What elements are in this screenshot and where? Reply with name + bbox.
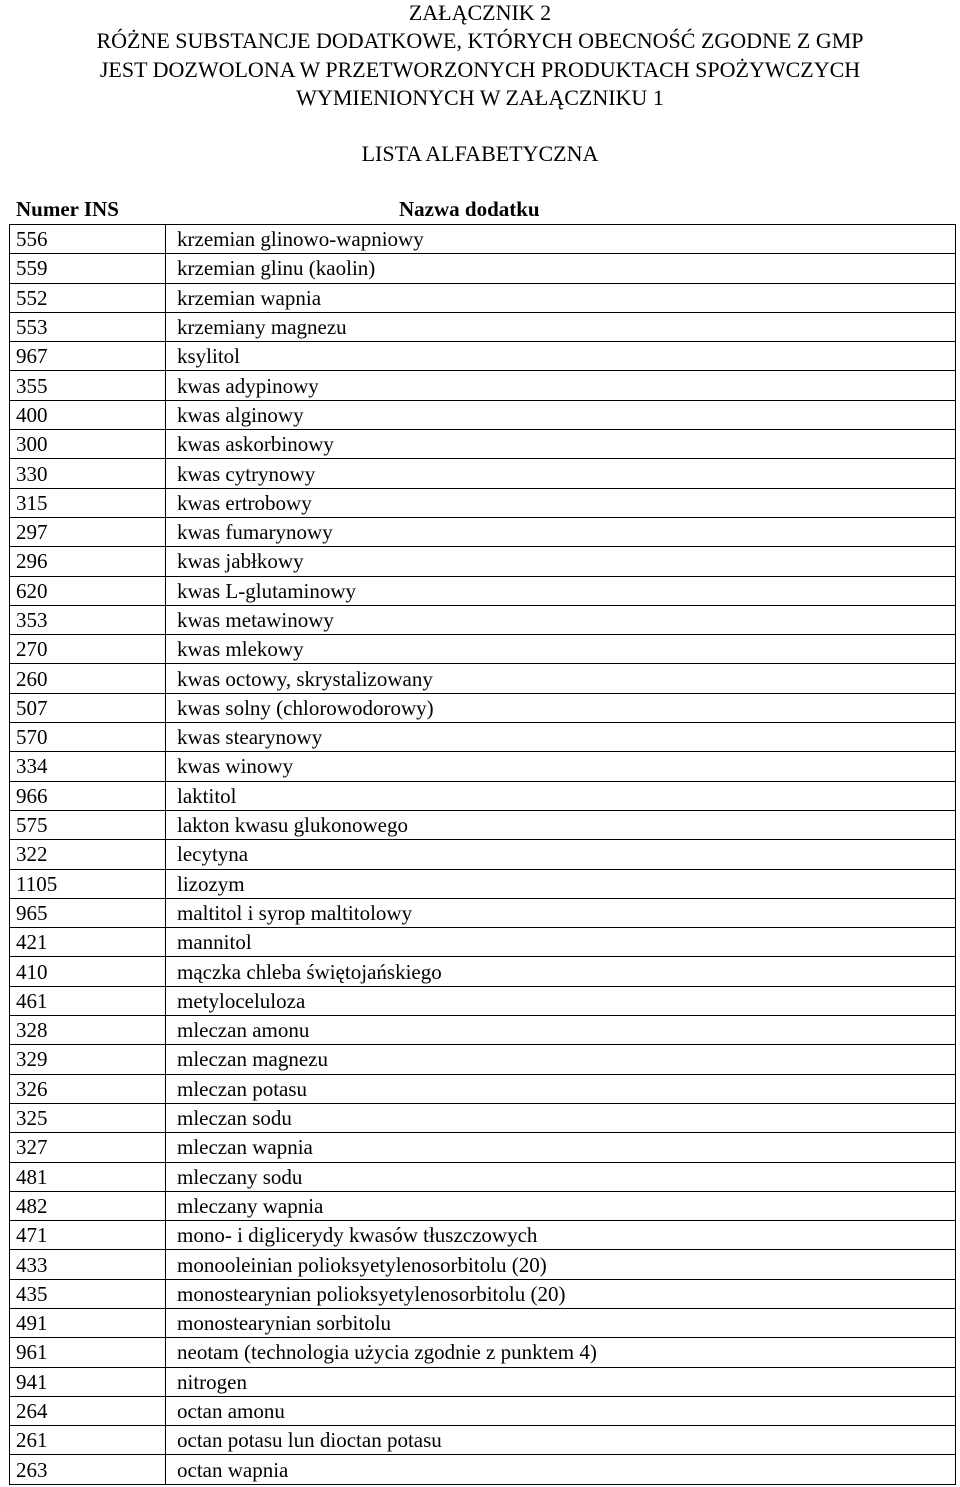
additive-name-cell: kwas metawinowy — [166, 605, 956, 634]
ins-number-cell: 355 — [10, 371, 166, 400]
table-row — [10, 400, 956, 429]
additive-name-cell: mleczan magnezu — [166, 1045, 956, 1074]
ins-number-cell: 260 — [10, 664, 166, 693]
additive-name-cell: mączka chleba świętojańskiego — [166, 957, 956, 986]
additive-name-cell: mleczan amonu — [166, 1016, 956, 1045]
additive-name-cell: kwas L-glutaminowy — [166, 576, 956, 605]
table-row — [10, 225, 956, 254]
ins-number-cell: 570 — [10, 723, 166, 752]
additive-name-cell: mleczany wapnia — [166, 1191, 956, 1220]
ins-number-cell: 264 — [10, 1396, 166, 1425]
table-row — [10, 1221, 956, 1250]
table-row — [10, 283, 956, 312]
column-header-ins: Numer INS — [16, 197, 119, 221]
table-row — [10, 1250, 956, 1279]
additive-name-cell: krzemiany magnezu — [166, 312, 956, 341]
additive-name-cell: krzemian wapnia — [166, 283, 956, 312]
ins-number-cell: 1105 — [10, 869, 166, 898]
ins-number-cell: 325 — [10, 1103, 166, 1132]
additive-name-cell: kwas jabłkowy — [166, 547, 956, 576]
table-row — [10, 517, 956, 546]
additive-name-cell: kwas adypinowy — [166, 371, 956, 400]
additive-name-cell: mleczan wapnia — [166, 1133, 956, 1162]
additive-name-cell: mono- i diglicerydy kwasów tłuszczowych — [166, 1221, 956, 1250]
ins-number-cell: 620 — [10, 576, 166, 605]
table-row — [10, 1162, 956, 1191]
ins-number-cell: 435 — [10, 1279, 166, 1308]
ins-number-cell: 552 — [10, 283, 166, 312]
ins-number-cell: 482 — [10, 1191, 166, 1220]
table-row — [10, 781, 956, 810]
ins-number-cell: 330 — [10, 459, 166, 488]
table-row — [10, 1396, 956, 1425]
additive-name-cell: nitrogen — [166, 1367, 956, 1396]
ins-number-cell: 507 — [10, 693, 166, 722]
additive-name-cell: octan potasu lun dioctan potasu — [166, 1426, 956, 1455]
table-row — [10, 342, 956, 371]
ins-number-cell: 315 — [10, 488, 166, 517]
additive-name-cell: mleczany sodu — [166, 1162, 956, 1191]
ins-number-cell: 328 — [10, 1016, 166, 1045]
table-row — [10, 752, 956, 781]
table-row — [10, 1455, 956, 1484]
table-row — [10, 723, 956, 752]
table-row — [10, 1279, 956, 1308]
table-row — [10, 693, 956, 722]
additive-name-cell: ksylitol — [166, 342, 956, 371]
list-title: LISTA ALFABETYCZNA — [361, 141, 599, 166]
table-row — [10, 1045, 956, 1074]
table-row — [10, 1367, 956, 1396]
ins-number-cell: 300 — [10, 430, 166, 459]
document-title — [0, 27, 960, 113]
ins-number-cell: 297 — [10, 517, 166, 546]
additive-name-cell: lecytyna — [166, 840, 956, 869]
table-row — [10, 957, 956, 986]
table-row — [10, 1338, 956, 1367]
additive-name-cell: kwas cytrynowy — [166, 459, 956, 488]
additive-name-cell: kwas winowy — [166, 752, 956, 781]
ins-number-cell: 327 — [10, 1133, 166, 1162]
table-row — [10, 488, 956, 517]
additive-name-cell: kwas octowy, skrystalizowany — [166, 664, 956, 693]
table-row — [10, 605, 956, 634]
table-row — [10, 1191, 956, 1220]
additive-name-cell: octan amonu — [166, 1396, 956, 1425]
ins-number-cell: 329 — [10, 1045, 166, 1074]
table-row — [10, 430, 956, 459]
ins-number-cell: 967 — [10, 342, 166, 371]
table-row — [10, 898, 956, 927]
additive-name-cell: kwas mlekowy — [166, 635, 956, 664]
table-row — [10, 254, 956, 283]
table-row — [10, 1074, 956, 1103]
ins-number-cell: 965 — [10, 898, 166, 927]
table-row — [10, 1308, 956, 1337]
additive-name-cell: mannitol — [166, 928, 956, 957]
table-row — [10, 869, 956, 898]
table-row — [10, 810, 956, 839]
ins-number-cell: 481 — [10, 1162, 166, 1191]
table-row — [10, 371, 956, 400]
additive-name-cell: maltitol i syrop maltitolowy — [166, 898, 956, 927]
additive-name-cell: krzemian glinowo-wapniowy — [166, 225, 956, 254]
table-row — [10, 986, 956, 1015]
annex-title: ZAŁĄCZNIK 2 — [408, 0, 552, 25]
ins-number-cell: 433 — [10, 1250, 166, 1279]
additive-name-cell: laktitol — [166, 781, 956, 810]
additive-name-cell: kwas solny (chlorowodorowy) — [166, 693, 956, 722]
additive-name-cell: neotam (technologia użycia zgodnie z punktem 4) — [166, 1338, 956, 1367]
additive-name-cell: monostearynian sorbitolu — [166, 1308, 956, 1337]
ins-number-cell: 491 — [10, 1308, 166, 1337]
table-body — [10, 225, 956, 1485]
ins-number-cell: 270 — [10, 635, 166, 664]
ins-number-cell: 322 — [10, 840, 166, 869]
ins-number-cell: 559 — [10, 254, 166, 283]
table-row — [10, 1016, 956, 1045]
ins-number-cell: 941 — [10, 1367, 166, 1396]
additive-name-cell: kwas alginowy — [166, 400, 956, 429]
additive-name-cell: kwas ertrobowy — [166, 488, 956, 517]
additive-name-cell: kwas stearynowy — [166, 723, 956, 752]
additive-name-cell: monostearynian polioksyetylenosorbitolu (20) — [166, 1279, 956, 1308]
document-title-line: RÓŻNE SUBSTANCJE DODATKOWE, KTÓRYCH OBECNOŚĆ ZGODNE Z GMP — [96, 28, 864, 53]
ins-number-cell: 553 — [10, 312, 166, 341]
table-row — [10, 459, 956, 488]
ins-number-cell: 353 — [10, 605, 166, 634]
table-row — [10, 1103, 956, 1132]
ins-number-cell: 961 — [10, 1338, 166, 1367]
ins-number-cell: 334 — [10, 752, 166, 781]
ins-number-cell: 410 — [10, 957, 166, 986]
table-row — [10, 576, 956, 605]
ins-number-cell: 575 — [10, 810, 166, 839]
additive-name-cell: krzemian glinu (kaolin) — [166, 254, 956, 283]
column-header-name: Nazwa dodatku — [399, 197, 540, 221]
table-row — [10, 664, 956, 693]
table-row — [10, 312, 956, 341]
table-row — [10, 1133, 956, 1162]
table-header — [9, 196, 955, 224]
additive-name-cell: kwas askorbinowy — [166, 430, 956, 459]
ins-number-cell: 461 — [10, 986, 166, 1015]
additive-name-cell: mleczan potasu — [166, 1074, 956, 1103]
ins-number-cell: 263 — [10, 1455, 166, 1484]
additive-name-cell: kwas fumarynowy — [166, 517, 956, 546]
additive-name-cell: octan wapnia — [166, 1455, 956, 1484]
document-title-line: WYMIENIONYCH W ZAŁĄCZNIKU 1 — [296, 85, 664, 110]
additive-name-cell: metyloceluloza — [166, 986, 956, 1015]
ins-number-cell: 400 — [10, 400, 166, 429]
ins-number-cell: 966 — [10, 781, 166, 810]
additive-name-cell: lakton kwasu glukonowego — [166, 810, 956, 839]
additives-table — [9, 224, 956, 1485]
table-row — [10, 840, 956, 869]
table-row — [10, 928, 956, 957]
table-row — [10, 635, 956, 664]
ins-number-cell: 556 — [10, 225, 166, 254]
additive-name-cell: mleczan sodu — [166, 1103, 956, 1132]
ins-number-cell: 421 — [10, 928, 166, 957]
ins-number-cell: 471 — [10, 1221, 166, 1250]
document-title-line: JEST DOZWOLONA W PRZETWORZONYCH PRODUKTACH SPOŻYWCZYCH — [99, 56, 861, 82]
additive-name-cell: monooleinian polioksyetylenosorbitolu (20) — [166, 1250, 956, 1279]
additive-name-cell: lizozym — [166, 869, 956, 898]
table-row — [10, 547, 956, 576]
ins-number-cell: 326 — [10, 1074, 166, 1103]
table-row — [10, 1426, 956, 1455]
ins-number-cell: 261 — [10, 1426, 166, 1455]
ins-number-cell: 296 — [10, 547, 166, 576]
